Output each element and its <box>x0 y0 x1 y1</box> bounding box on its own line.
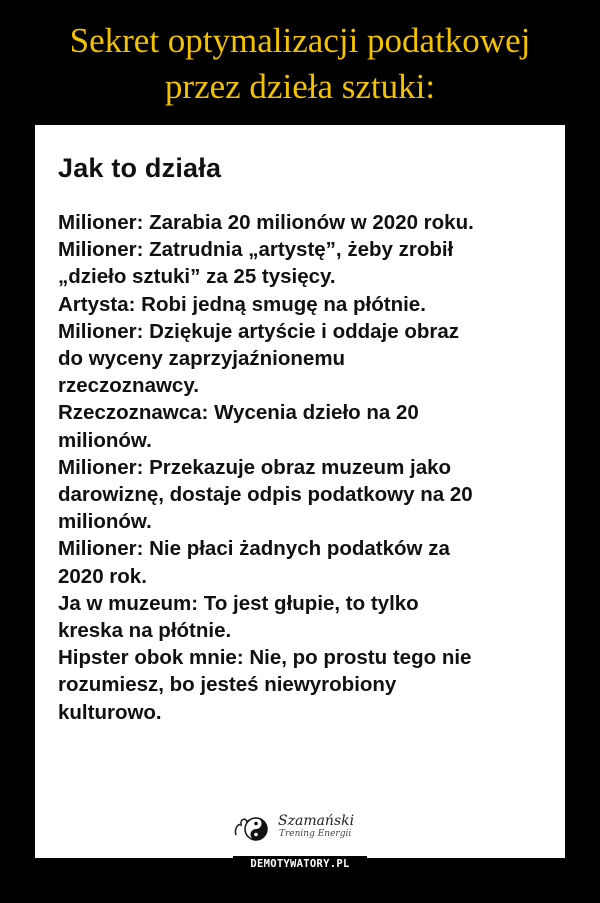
text-line: Artysta: Robi jedną smugę na płótnie. <box>58 292 426 316</box>
text-line: „dzieło sztuki” za 25 tysięcy. <box>58 265 336 289</box>
yin-yang-icon <box>232 813 270 843</box>
text-line: do wyceny zaprzyjaźnionemu <box>58 347 346 371</box>
logo-subtitle: Trening Energii <box>279 829 352 839</box>
page-title <box>0 18 600 110</box>
text-line: kulturowo. <box>58 700 162 724</box>
text-line: kreska na płótnie. <box>58 619 232 643</box>
text-line: rzeczoznawcy. <box>58 374 199 398</box>
text-line: Hipster obok mnie: Nie, po prostu tego nie <box>58 646 472 670</box>
logo-name: Szamański <box>278 813 355 829</box>
text-line: Milioner: Dziękuje artyście i oddaje obraz <box>58 319 460 343</box>
text-line: darowiznę, dostaje odpis podatkowy na 20 <box>58 483 473 507</box>
panel-heading: Jak to działa <box>58 153 222 183</box>
text-line: 2020 rok. <box>58 564 147 588</box>
text-line: Milioner: Nie płaci żadnych podatków za <box>58 537 450 561</box>
text-line: rozumiesz, bo jesteś niewyrobiony <box>58 673 397 697</box>
text-line: Rzeczoznawca: Wycenia dzieło na 20 <box>58 401 419 425</box>
page-title-line-2: przez dzieła sztuki: <box>164 67 436 106</box>
page-title-line-1: Sekret optymalizacji podatkowej <box>69 21 531 60</box>
szamanski-logo <box>232 805 372 845</box>
text-line: milionów. <box>58 510 152 534</box>
text-line: Milioner: Przekazuje obraz muzeum jako <box>58 455 452 479</box>
site-watermark: DEMOTYWATORY.PL <box>233 856 367 872</box>
text-line: Ja w muzeum: To jest głupie, to tylko <box>58 591 419 615</box>
text-line: Milioner: Zatrudnia „artystę”, żeby zrobił <box>58 238 454 262</box>
meme-panel <box>35 125 565 858</box>
text-line: Milioner: Zarabia 20 milionów w 2020 roku. <box>58 211 474 234</box>
text-line: milionów. <box>58 428 152 452</box>
dialogue-text <box>58 209 558 726</box>
